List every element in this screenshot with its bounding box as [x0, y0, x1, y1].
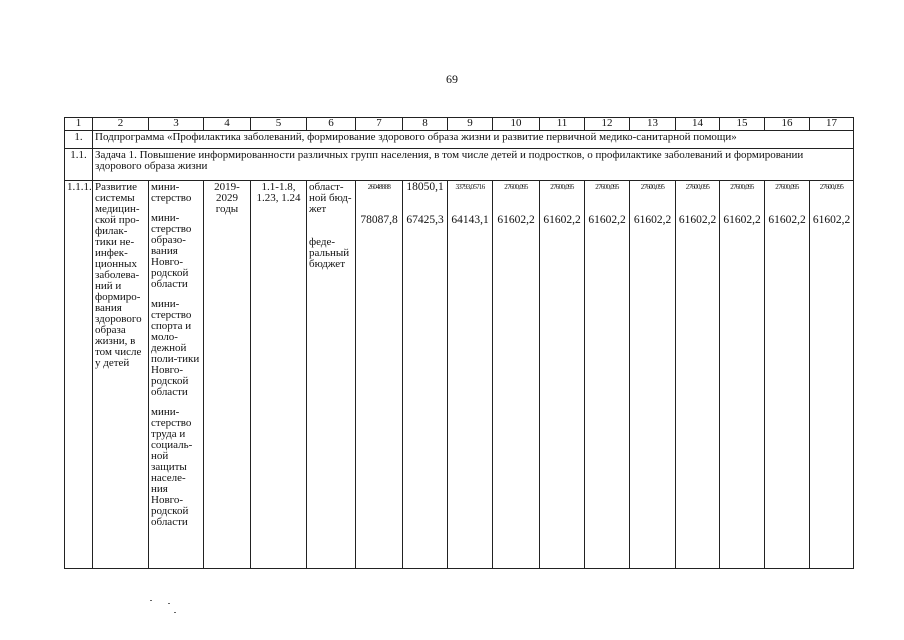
scan-speck — [174, 612, 176, 613]
year-values-col-7 — [356, 181, 403, 569]
federal-value: 61602,2 — [588, 214, 626, 226]
task-row — [65, 149, 854, 181]
regional-value: 27600,095 — [730, 183, 754, 191]
column-header: 11 — [540, 118, 585, 131]
task-title: Задача 1. Повышение информированности различных групп населения, в том числе детей и подростков, о профилактике заболеваний и формировании здорового образа жизни — [93, 149, 854, 181]
executor: мини-стерство труда и социаль-ной защиты населе-ния Новго-родской области — [151, 406, 193, 528]
regional-value: 27600,095 — [819, 183, 844, 191]
federal-value: 61602,2 — [812, 214, 851, 226]
column-header: 6 — [307, 118, 356, 131]
page-number: 69 — [446, 72, 458, 86]
column-header: 4 — [204, 118, 251, 131]
federal-value: 61602,2 — [768, 214, 806, 226]
scan-speck — [150, 600, 152, 601]
federal-value: 78087,8 — [360, 214, 398, 226]
budget-table-wrapper — [64, 117, 854, 569]
column-header: 5 — [251, 118, 307, 131]
federal-value: 61602,2 — [633, 214, 672, 226]
regional-value: 18050,1 — [406, 181, 444, 193]
column-header: 16 — [765, 118, 810, 131]
federal-value: 67425,3 — [406, 214, 444, 226]
year-values-col-13 — [630, 181, 676, 569]
executor: мини-стерство спорта и моло-дежной поли-тики Новго-родской области — [151, 298, 200, 398]
column-header: 8 — [403, 118, 448, 131]
federal-value: 61602,2 — [497, 214, 535, 226]
column-header: 10 — [493, 118, 540, 131]
executor: мини-стерство — [151, 181, 192, 204]
regional-value: 33793,05716 — [455, 183, 485, 191]
regional-value: 27600,095 — [550, 183, 574, 191]
column-header: 13 — [630, 118, 676, 131]
scan-speck — [168, 603, 170, 604]
year-values-col-8 — [403, 181, 448, 569]
column-header: 15 — [720, 118, 765, 131]
activity-row — [65, 181, 854, 569]
federal-value: 64143,1 — [451, 214, 489, 226]
target-indicators: 1.1-1.8, 1.23, 1.24 — [251, 181, 307, 569]
year-values-col-14 — [676, 181, 720, 569]
subprogram-row — [65, 131, 854, 149]
subprogram-number: 1. — [65, 131, 93, 149]
regional-value: 27600,095 — [685, 183, 710, 191]
activity-name: Развитие системы медицин-ской про-филак-тики не-инфек-ционных заболева-ний и формиро-вания здорового образа жизни, в том числе у детей — [93, 181, 149, 569]
year-values-col-16 — [765, 181, 810, 569]
column-header: 17 — [810, 118, 854, 131]
activity-number: 1.1.1. — [65, 181, 93, 569]
federal-value: 61602,2 — [723, 214, 761, 226]
regional-value: 27600,095 — [775, 183, 799, 191]
column-header: 9 — [448, 118, 493, 131]
year-values-col-17 — [810, 181, 854, 569]
column-header: 2 — [93, 118, 149, 131]
regional-value: 27600,095 — [504, 183, 528, 191]
regional-value: 27600,095 — [595, 183, 619, 191]
executors-cell — [149, 181, 204, 569]
funding-source-regional: област-ной бюд-жет — [309, 181, 352, 215]
regional-value: 27600,095 — [640, 183, 665, 191]
column-header: 12 — [585, 118, 630, 131]
column-header: 14 — [676, 118, 720, 131]
executor: мини-стерство образо-вания Новго-родской области — [151, 212, 192, 290]
federal-value: 61602,2 — [543, 214, 581, 226]
budget-table — [64, 117, 854, 569]
regional-value: 26048888 — [367, 183, 391, 191]
year-values-col-10 — [493, 181, 540, 569]
column-header: 7 — [356, 118, 403, 131]
funding-source-federal: феде-ральный бюджет — [309, 236, 350, 270]
funding-sources-cell — [307, 181, 356, 569]
task-number: 1.1. — [65, 149, 93, 181]
column-number-row — [65, 118, 854, 131]
year-values-col-15 — [720, 181, 765, 569]
column-header: 3 — [149, 118, 204, 131]
implementation-years: 2019-2029 годы — [204, 181, 251, 569]
federal-value: 61602,2 — [678, 214, 717, 226]
year-values-col-12 — [585, 181, 630, 569]
year-values-col-11 — [540, 181, 585, 569]
column-header: 1 — [65, 118, 93, 131]
subprogram-title: Подпрограмма «Профилактика заболеваний, формирование здорового образа жизни и развитие первичной медико-санитарной помощи» — [93, 131, 854, 149]
year-values-col-9 — [448, 181, 493, 569]
